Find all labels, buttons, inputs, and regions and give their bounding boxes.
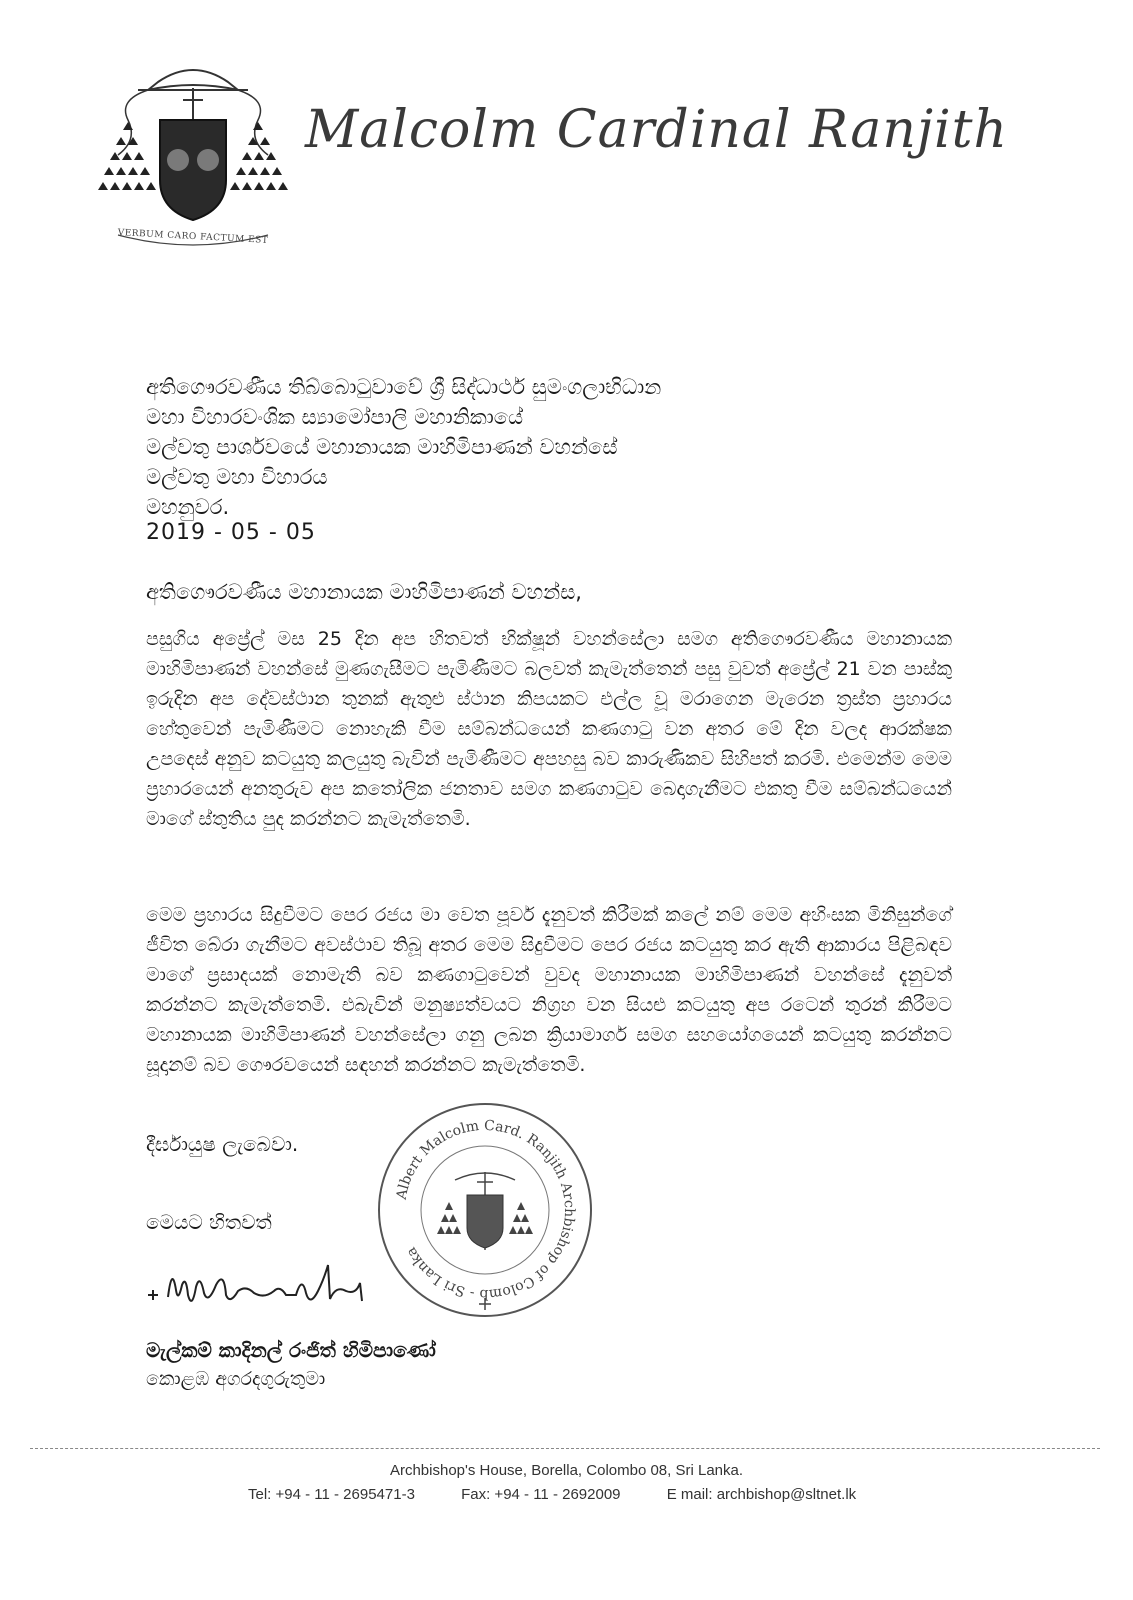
letterhead-name: Malcolm Cardinal Ranjith xyxy=(305,100,1008,160)
footer-divider xyxy=(30,1448,1100,1449)
seal-icon xyxy=(375,1100,595,1320)
footer-address: Archbishop's House, Borella, Colombo 08, Sri Lanka. xyxy=(389,1462,744,1479)
body-paragraph-2: මෙම ප්‍රහාරය සිදුවීමට පෙර රජය මා වෙත පූර්ව දැනුවත් කිරීමක් කලේ නම් මෙම අහිංසක මිනිසුන්ගේ ජීවිත බේරා ගැනීමට අවස්ථාව තිබූ අතර මෙම සිදුවීමට පෙර රජය කටයුතු කර ඇති ආකාරය පිළිබඳව මාගේ ප්‍රසාදයක් නොමැති බව කණගාටුවෙන් වුවද මහානායක මාහිමිපාණන් වහන්සේ දැනුවත් කරන්නට කැමැත්තෙමි. එබැවින් මනුෂ්‍යත්වයට නිග්‍රහ වන සියළු කටයුතු අප රටෙන් තුරන් කිරීමට මහානායක මාහිමිපාණන් වහන්සේලා ගනු ලබන ක්‍රියාමාර්ග සමග සහයෝගයෙන් කටයුතු කරන්නට සූදානම් බව ගෞරවයෙන් සඳහන් කරන්නට කැමැත්තෙමි. xyxy=(146,904,952,1076)
closing: මෙයට හිතවත් xyxy=(146,1210,272,1234)
official-seal xyxy=(375,1100,595,1320)
motto: VERBUM CARO FACTUM EST xyxy=(117,228,269,246)
footer-email: E mail: archbishop@sltnet.lk xyxy=(666,1486,857,1503)
signer-name: මැල්කම් කාදිනල් රංජිත් හිමිපාණෝ xyxy=(146,1338,436,1362)
address-line: මල්වතු පාර්ශවයේ මහානායක මාහිමිපාණන් වහන්සේ xyxy=(146,435,618,459)
recipient-address xyxy=(146,372,661,522)
body-paragraph-1: පසුගිය අප්‍රේල් මස 25 දින අප හිතවත් භික්ෂූන් වහන්සේලා සමග අතිගෞරවණීය මහානායක මාහිමිපාණන් වහන්සේ මුණගැසීමට පැමිණීමට බලවත් කැමැත්තෙන් පසු වුවත් අප්‍රේල් 21 වන පාස්කු ඉරුදින අප දේවස්ථාන තුනක් ඇතුළු ස්ථාන කිපයකට එල්ල වූ මරාගෙන මැරෙන ත්‍රස්ත ප්‍රහාරය හේතුවෙන් පැමිණීමට නොහැකි වීම සම්බන්ධයෙන් කණගාටු වන අතර මේ දින වලද ආරක්ෂක උපදෙස් අනුව කටයුතු කලයුතු බැවින් පැමිණීමට අපහසු බව කාරුණිකව සිහිපත් කරමි. එමෙන්ම මෙම ප්‍රහාරයෙන් අනතුරුව අප කතෝලික ජනතාව සමග කණගාටුව බෙදාගැනීමට එකතු වීම සම්බන්ධයෙන් මාගේ ස්තුතිය පුද කරන්නට කැමැත්තෙමි. xyxy=(146,628,952,830)
signature xyxy=(146,1255,376,1325)
letter-date: 2019 - 05 - 05 xyxy=(146,520,316,545)
signer-title: කොළඹ අගරදගුරුතුමා xyxy=(146,1368,326,1390)
address-line: අතිගෞරවණීය තිබ්බොටුවාවේ ශ්‍රී සිද්ධාර්ථ සුමංගලාභිධාන xyxy=(146,375,662,399)
seal-text: Albert Malcolm Card. Ranjith Archbishop of Colomb - Sri Lanka xyxy=(393,1117,578,1303)
blessing: දීර්ඝායුෂ ලැබෙවා. xyxy=(146,1132,299,1156)
signature-icon xyxy=(146,1255,376,1325)
coat-of-arms xyxy=(98,60,288,260)
address-line: මහා විහාරවංශික ස්‍යාමෝපාලි මහානිකායේ xyxy=(146,405,524,429)
address-line: මල්වතු මහා විහාරය xyxy=(146,465,328,489)
salutation: අතිගෞරවණීය මහානායක මාහිමිපාණන් වහන්ස, xyxy=(146,580,582,604)
address-line: මහනුවර. xyxy=(146,495,230,519)
footer-fax: Fax: +94 - 11 - 2692009 xyxy=(461,1486,621,1503)
footer-tel: Tel: +94 - 11 - 2695471-3 xyxy=(248,1486,415,1503)
footer-contact xyxy=(248,1486,898,1503)
